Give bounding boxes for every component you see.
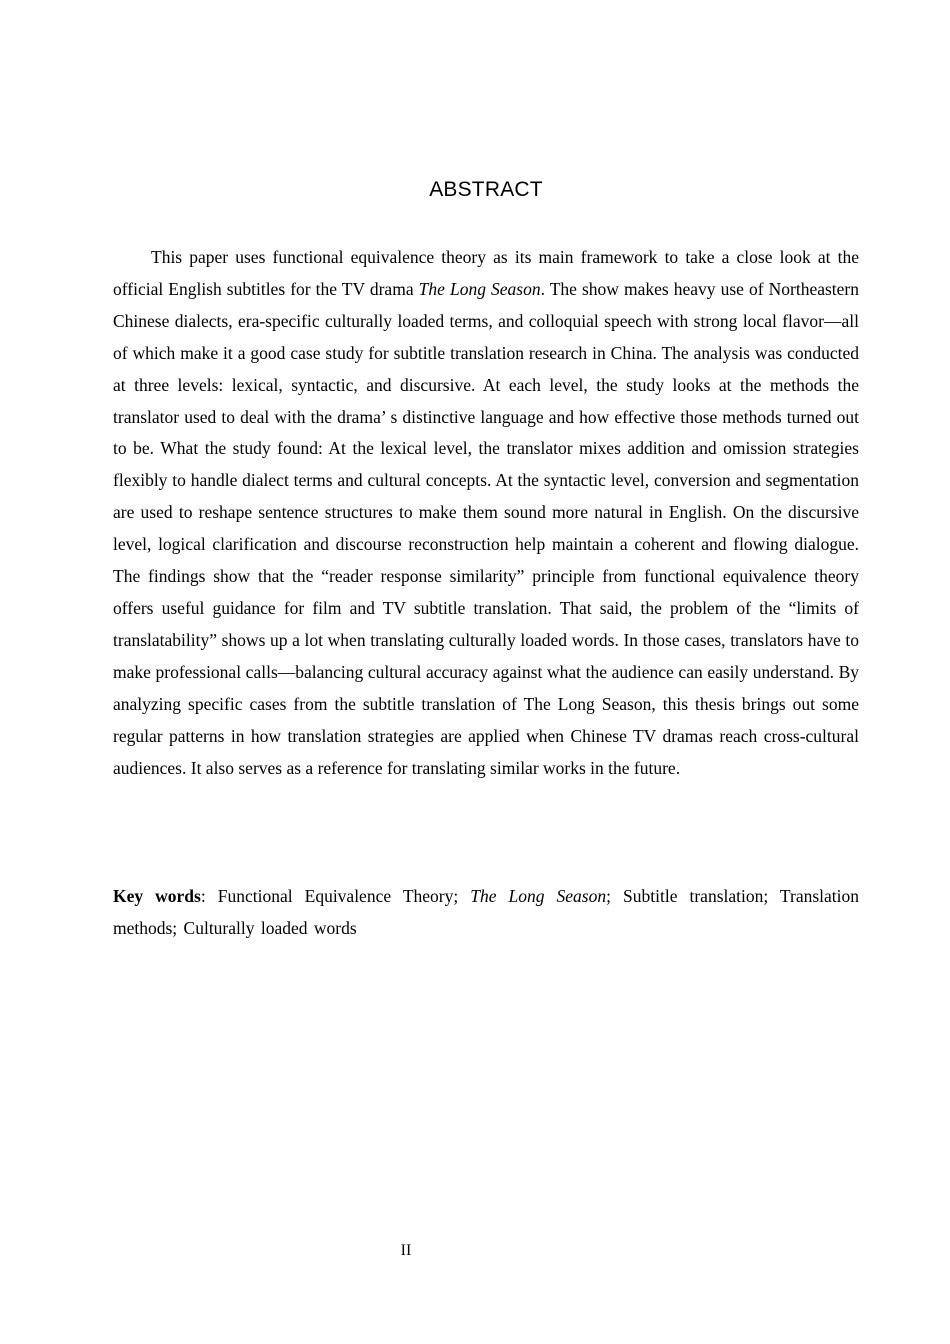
keyword-item-rest: ; Subtitle translation; Translation methods; Culturally loaded words <box>113 886 860 938</box>
abstract-text-part-2: . The show makes heavy use of Northeastern Chinese dialects, era-specific culturally loaded terms, and colloquial speech with strong local flavor—all of which make it a good case study for subtitle translation research in China. The analysis was conducted at three levels: lexical, syntactic, and discursive. At each level, the study looks at the methods the translator used to deal with the drama’ s distinctive language and how effective those methods turned out to be. What the study found: At the lexical level, the translator mixes addition and omission strategies flexibly to handle dialect terms and cultural concepts. At the syntactic level, conversion and segmentation are used to reshape sentence structures to make them sound more natural in English. On the discursive level, logical clarification and discourse reconstruction help maintain a coherent and flowing dialogue. The findings show that the “reader response similarity” principle from functional equivalence theory offers useful guidance for film and TV subtitle translation. That said, the problem of the “limits of translatability” shows up a lot when translating culturally loaded words. In those cases, translators have to make professional calls—balancing cultural accuracy against what the audience can easily understand. By analyzing specific cases from the subtitle translation of The Long Season, this thesis brings out some regular patterns in how translation strategies are applied when Chinese TV dramas reach cross-cultural audiences. It also serves as a reference for translating similar works in the future. <box>113 278 860 778</box>
drama-title: The Long Season <box>418 278 541 299</box>
keywords-separator: : <box>200 886 218 906</box>
abstract-paragraph <box>113 242 859 784</box>
abstract-text-part-1: This paper uses functional equivalence theory as its main framework to take a close look at the official English subtitles for the TV drama <box>113 247 859 299</box>
keyword-item-1: Functional Equivalence Theory; <box>217 886 471 906</box>
keywords-line <box>113 880 859 944</box>
keywords-label: Key words <box>113 886 201 906</box>
abstract-heading: ABSTRACT <box>429 178 543 201</box>
page-number: II <box>400 1242 412 1259</box>
keyword-drama-title: The Long Season <box>470 886 607 906</box>
